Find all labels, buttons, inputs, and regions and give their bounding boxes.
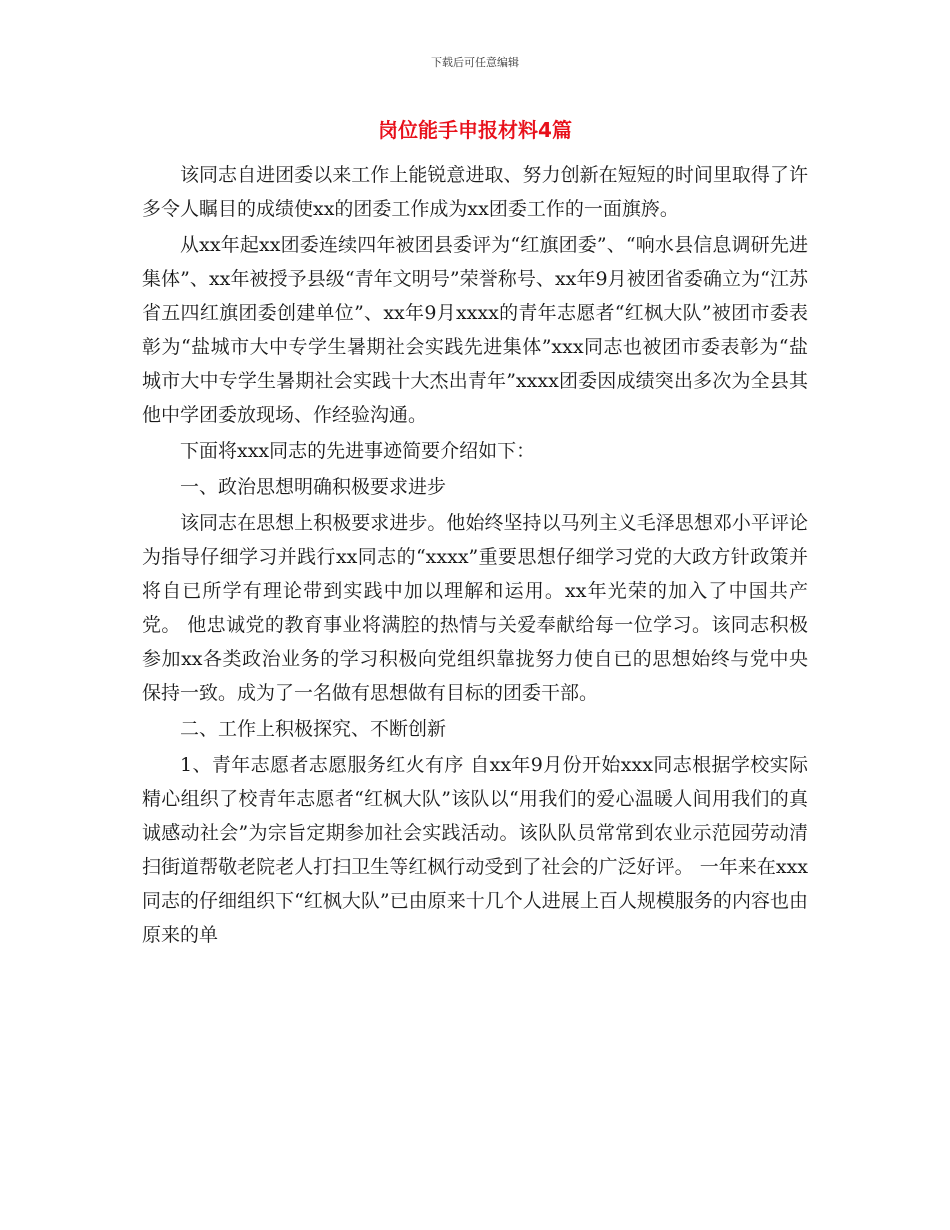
section-heading-2: 二、工作上积极探究、不断创新 (180, 718, 447, 740)
section-heading-1: 一、政治思想明确积极要求进步 (180, 476, 447, 498)
header-note: 下载后可任意编辑 (431, 56, 519, 69)
paragraph-honors: 从xx年起xx团委连续四年被团县委评为“红旗团委”、“响水县信息调研先进集体”、xx年被授予县级“青年文明号”荣誉称号、xx年9月被团省委确立为“江苏省五四红旗团委创建单位”、xx年9月xxxx的青年志愿者“红枫大队”被团市委表彰为“盐城市大中专学生暑期社会实践先进集体”xxx同志也被团市委表彰为“盐城市大中专学生暑期社会实践十大杰出青年”xxxx团委因成绩突出多次为全县其他中学团委放现场、作经验沟通。 (142, 234, 808, 426)
paragraph-summary-lead: 下面将xxx同志的先进事迹简要介绍如下： (180, 440, 536, 462)
paragraph-intro: 该同志自进团委以来工作上能锐意进取、努力创新在短短的时间里取得了许多令人瞩目的成绩使xx的团委工作成为xx团委工作的一面旗旍。 (142, 164, 808, 220)
document-body (142, 158, 808, 952)
document-title: 岗位能手申报材料4篇 (378, 118, 572, 142)
paragraph-politics: 该同志在思想上积极要求进步。他始终坚持以马列主义毛泽思想邓小平评论为指导仔细学习并践行xx同志的“xxxx”重要思想仔细学习党的大政方针政策并将自已所学有理论带到实践中加以理解和运用。xx年光荣的加入了中国共产党。 他忠诚党的教育事业将满腔的热情与关爱奉献给每一位学习。该同志积极参加xx各类政治业务的学习积极向党组织靠拢努力使自已的思想始终与党中央保持一致。成为了一名做有思想做有目标的团委干部。 (142, 512, 808, 704)
paragraph-volunteers: 1、青年志愿者志愿服务红火有序 自xx年9月份开始xxx同志根据学校实际精心组织了校青年志愿者“红枫大队”该队以“用我们的爱心温暖人间用我们的真诚感动社会”为宗旨定期参加社会实践活动。该队队员常常到农业示范园劳动清扫街道帮敬老院老人打扫卫生等红枫行动受到了社会的广泛好评。 一年来在xxx同志的仔细组织下“红枫大队”已由原来十几个人进展上百人规模服务的内容也由原来的单 (142, 754, 808, 946)
